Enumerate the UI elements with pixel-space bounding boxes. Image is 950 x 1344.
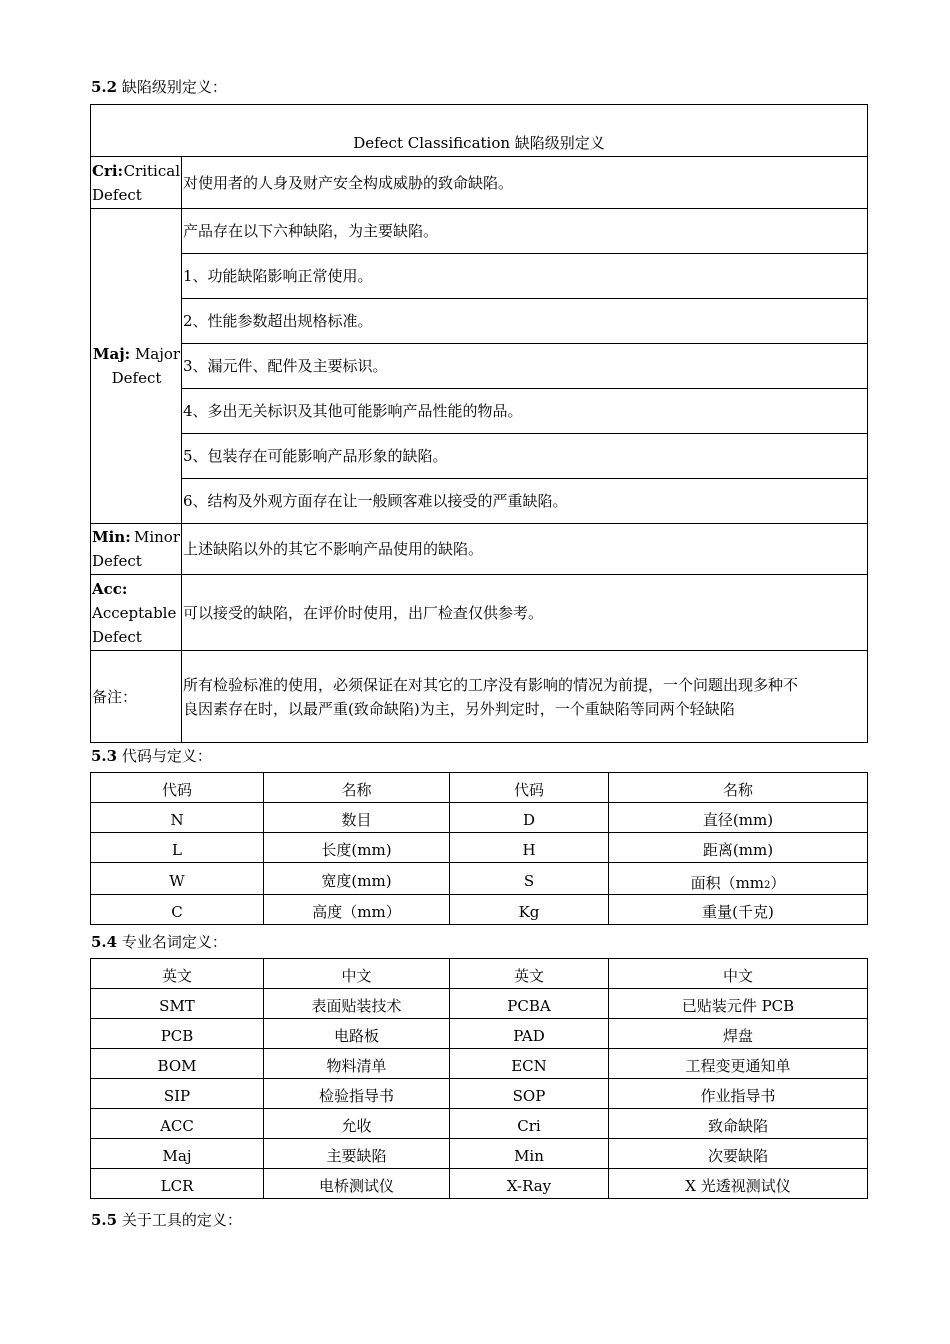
table-header: 名称	[609, 773, 868, 803]
section-title: 代码与定义：	[121, 747, 212, 765]
maj-item: 4、多出无关标识及其他可能影响产品性能的物品。	[182, 389, 868, 434]
section-5-4-heading	[91, 931, 227, 952]
code-definition-table	[90, 772, 868, 925]
maj-item: 5、包装存在可能影响产品形象的缺陷。	[182, 434, 868, 479]
section-number: 5.3	[91, 747, 118, 765]
table-header: 中文	[609, 959, 868, 989]
table-row: SMT 表面贴装技术 PCBA 已贴装元件 PCB	[91, 989, 868, 1019]
min-label: Min: Minor Defect	[91, 524, 182, 575]
acc-description: 可以接受的缺陷，在评价时使用，出厂检查仅供参考。	[182, 575, 868, 651]
table-header: 中文	[264, 959, 450, 989]
table-row: ACC 允收 Cri 致命缺陷	[91, 1109, 868, 1139]
section-title: 专业名词定义：	[121, 933, 227, 951]
section-5-2-heading	[91, 76, 227, 97]
maj-item: 2、性能参数超出规格标准。	[182, 299, 868, 344]
maj-item: 6、结构及外观方面存在让一般顾客难以接受的严重缺陷。	[182, 479, 868, 524]
table-header: 英文	[450, 959, 609, 989]
acc-label: Acc: Acceptable Defect	[91, 575, 182, 651]
table-header: 代码	[91, 773, 264, 803]
cri-description: 对使用者的人身及财产安全构成威胁的致命缺陷。	[182, 157, 868, 209]
table-row: PCB 电路板 PAD 焊盘	[91, 1019, 868, 1049]
defect-table-title: Defect Classification 缺陷级别定义	[91, 105, 868, 157]
term-definition-table	[90, 958, 868, 1199]
section-title: 缺陷级别定义：	[121, 78, 227, 96]
note-label: 备注：	[91, 651, 182, 743]
table-row: C 高度（mm） Kg 重量(千克)	[91, 895, 868, 925]
section-number: 5.5	[91, 1211, 118, 1229]
section-title: 关于工具的定义：	[121, 1211, 242, 1229]
maj-item: 1、功能缺陷影响正常使用。	[182, 254, 868, 299]
maj-item: 3、漏元件、配件及主要标识。	[182, 344, 868, 389]
table-row: N 数目 D 直径(mm)	[91, 803, 868, 833]
section-5-3-heading	[91, 745, 212, 766]
section-number: 5.2	[91, 78, 118, 96]
maj-item: 产品存在以下六种缺陷，为主要缺陷。	[182, 209, 868, 254]
note-text: 所有检验标准的使用，必须保证在对其它的工序没有影响的情况为前提，一个问题出现多种不 良因素存在时，以最严重(致命缺陷)为主，另外判定时，一个重缺陷等同两个轻缺陷	[182, 651, 868, 743]
table-header: 英文	[91, 959, 264, 989]
defect-classification-table	[90, 104, 868, 743]
table-row: BOM 物料清单 ECN 工程变更通知单	[91, 1049, 868, 1079]
section-number: 5.4	[91, 933, 118, 951]
table-header: 代码	[450, 773, 609, 803]
section-5-5-heading	[91, 1209, 242, 1230]
cri-label: Cri: Critical Defect	[91, 157, 182, 209]
maj-label: Maj: Major Defect	[91, 209, 182, 524]
table-row: LCR 电桥测试仪 X-Ray X 光透视测试仪	[91, 1169, 868, 1199]
table-row: SIP 检验指导书 SOP 作业指导书	[91, 1079, 868, 1109]
table-row: W 宽度(mm) S 面积$(mm_2)$	[91, 863, 868, 895]
min-description: 上述缺陷以外的其它不影响产品使用的缺陷。	[182, 524, 868, 575]
table-row: Maj 主要缺陷 Min 次要缺陷	[91, 1139, 868, 1169]
table-header: 名称	[264, 773, 450, 803]
table-row: L 长度(mm) H 距离(mm)	[91, 833, 868, 863]
